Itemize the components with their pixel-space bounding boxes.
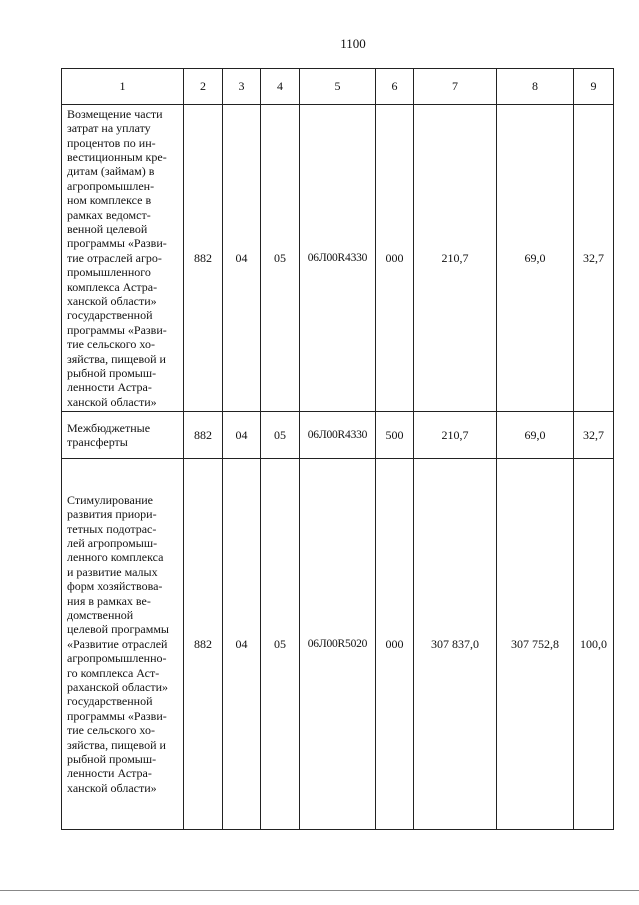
row-description-cell: [62, 105, 184, 412]
target-article-cell: 06Л00R5020: [300, 459, 376, 830]
header-cell: 7: [414, 69, 497, 105]
row-description: Межбюджетные трансферты: [67, 420, 151, 449]
row-description-cell: [62, 459, 184, 830]
ministry-code-cell: 882: [184, 459, 223, 830]
expense-type-cell: 500: [376, 412, 414, 459]
subsection-code-cell: 05: [261, 459, 300, 830]
planned-amount-cell: 210,7: [414, 412, 497, 459]
percent-cell: 32,7: [574, 412, 614, 459]
table-row: [62, 459, 614, 830]
header-cell: 1: [62, 69, 184, 105]
header-row: [62, 69, 614, 105]
table-row: [62, 412, 614, 459]
row-description: Стимулирование развития приори- тетных подотрас- лей агропромыш- ленного комплекса и развитие малых форм хозяйствова- ния в рамках ве- домственной целевой программы «Развитие отраслей агропромышленно- го комплекса Аст- раханской области» государственной программы «Разви- тие сельского хо- зяйства, пищевой и рыбной промыш- ленности Астра- ханской области»: [67, 492, 169, 795]
budget-table: [61, 68, 614, 830]
header-cell: 3: [223, 69, 261, 105]
subsection-code-cell: 05: [261, 105, 300, 412]
header-cell: 6: [376, 69, 414, 105]
expense-type-cell: 000: [376, 105, 414, 412]
page-number: 1100: [340, 36, 366, 51]
header-cell: 5: [300, 69, 376, 105]
ministry-code-cell: 882: [184, 412, 223, 459]
actual-amount-cell: 69,0: [497, 412, 574, 459]
percent-cell: 32,7: [574, 105, 614, 412]
planned-amount-cell: 210,7: [414, 105, 497, 412]
expense-type-cell: 000: [376, 459, 414, 830]
planned-amount-cell: 307 837,0: [414, 459, 497, 830]
row-description: Возмещение части затрат на уплату процентов по ин- вестиционным кре- дитам (займам) в агропромышлен- ном комплексе в рамках ведомст- венной целевой программы «Разви- тие отраслей агро- промышленного комплекса Астра- ханской области» государственной программы «Разви- тие сельского хо- зяйства, пищевой и рыбной промыш- ленности Астра- ханской области»: [67, 106, 167, 409]
header-cell: 8: [497, 69, 574, 105]
row-description-cell: [62, 412, 184, 459]
target-article-cell: 06Л00R4330: [300, 105, 376, 412]
subsection-code-cell: 05: [261, 412, 300, 459]
header-cell: 2: [184, 69, 223, 105]
section-code-cell: 04: [223, 459, 261, 830]
percent-cell: 100,0: [574, 459, 614, 830]
actual-amount-cell: 307 752,8: [497, 459, 574, 830]
ministry-code-cell: 882: [184, 105, 223, 412]
page-divider: [0, 890, 639, 891]
section-code-cell: 04: [223, 105, 261, 412]
section-code-cell: 04: [223, 412, 261, 459]
target-article-cell: 06Л00R4330: [300, 412, 376, 459]
table-row: [62, 105, 614, 412]
header-cell: 4: [261, 69, 300, 105]
actual-amount-cell: 69,0: [497, 105, 574, 412]
header-cell: 9: [574, 69, 614, 105]
